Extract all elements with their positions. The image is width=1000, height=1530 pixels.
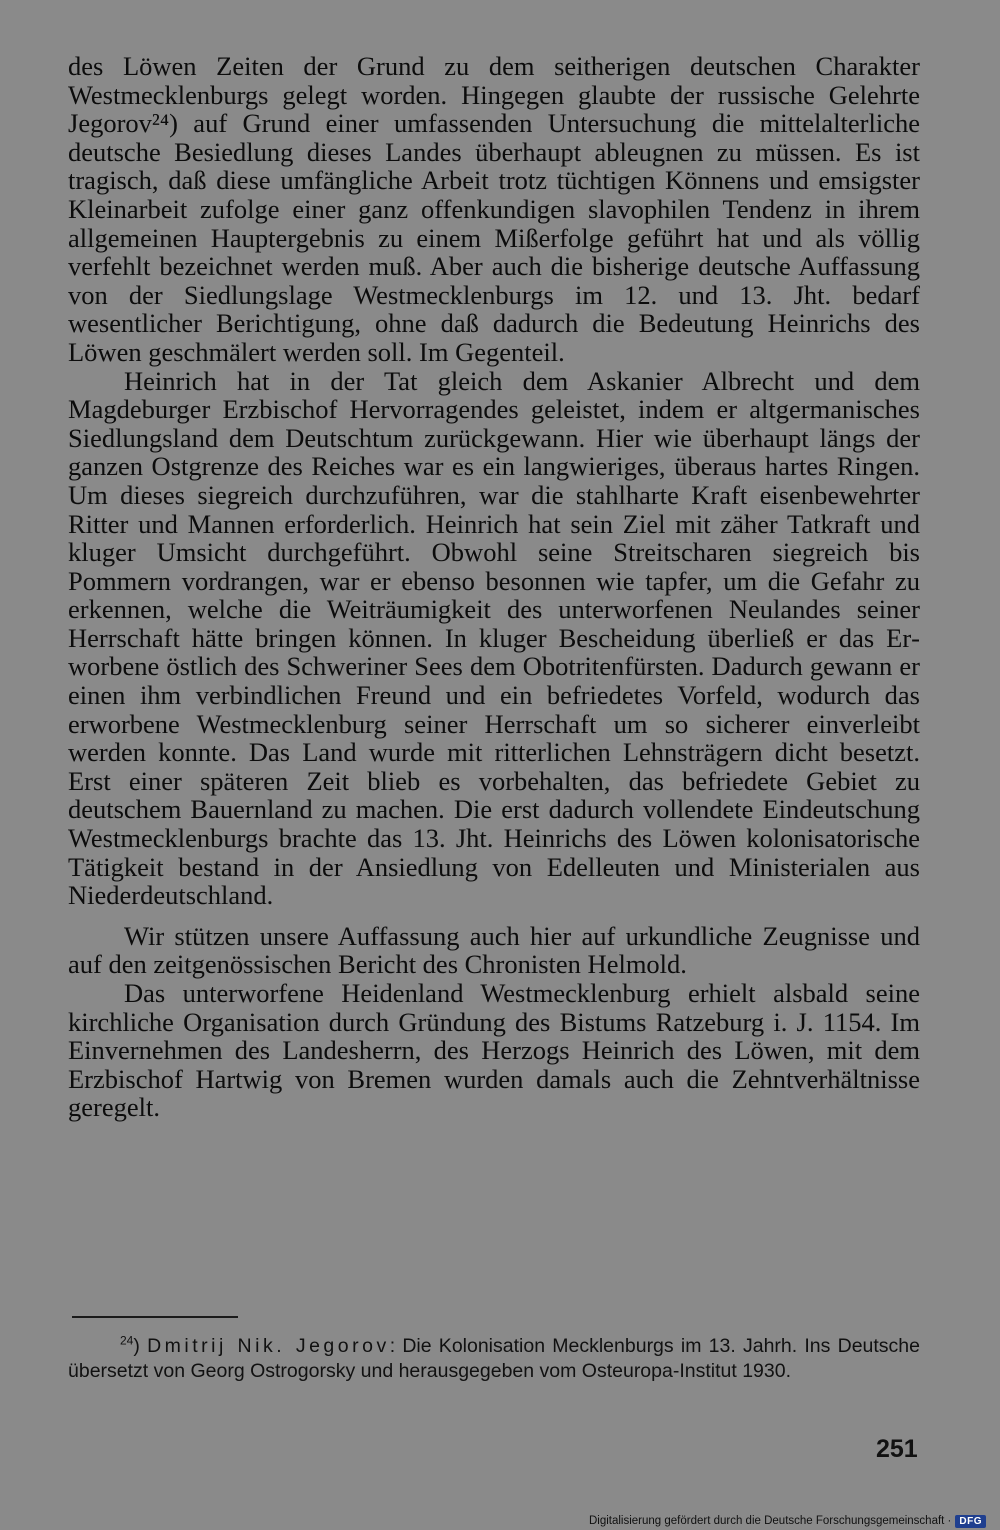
footnote-text: : Die Kolonisation Mecklenburgs im 13. Jahrh. Ins Deutsche übersetzt von Georg Ostrogorsky und herausgegeben vom Osteuropa-Institut 1930. xyxy=(68,1335,920,1382)
main-text xyxy=(68,52,920,1122)
digitization-credit xyxy=(589,1512,986,1530)
dfg-logo: DFG xyxy=(955,1515,986,1528)
footnote-separator xyxy=(72,1316,238,1318)
footnote-author: Dmitrij Nik. Jegorov xyxy=(147,1335,390,1357)
paragraph-1: des Löwen Zeiten der Grund zu dem seitherigen deutschen Charakter Westmecklenburgs gelegt worden. Hingegen glaubte der russische Gelehrte Jegorov²⁴) auf Grund einer umfassenden Untersuchung die mittelalterliche deutsche Besiedlung dieses Landes überhaupt ableugnen zu müssen. Es ist tragisch, daß diese umfängliche Arbeit trotz tüchtigen Könnens und emsigster Kleinarbeit zufolge einer ganz offenkundigen slavophilen Tendenz in ihrem allgemeinen Hauptergebnis zu einem Mißerfolge geführt hat und als völlig verfehlt bezeichnet werden muß. Aber auch die bisherige deutsche Auffassung von der Siedlungslage Westmecklenburgs im 12. und 13. Jht. bedarf wesentlicher Berichtigung, ohne daß dadurch die Bedeutung Heinrichs des Löwen geschmälert werden soll. Im Gegenteil. xyxy=(68,51,920,367)
footnote-marker: 24 xyxy=(120,1333,134,1348)
page-number: 251 xyxy=(876,1435,918,1463)
paragraph-4: Das unterworfene Heidenland Westmecklenburg erhielt alsbald seine kirchliche Organisation durch Gründung des Bistums Ratzeburg i. J. 1154. Im Einvernehmen des Landesherrn, des Herzogs Heinrich des Löwen, mit dem Erzbischof Hartwig von Bremen wurden damals auch die Zehntverhältnisse geregelt. xyxy=(68,978,920,1123)
credit-text: Digitalisierung gefördert durch die Deutsche Forschungsgemeinschaft · xyxy=(588,1515,952,1527)
paragraph-3: Wir stützen unsere Auffassung auch hier auf urkundliche Zeugnisse und auf den zeitgenössischen Bericht des Chronisten Helmold. xyxy=(68,920,920,980)
footnote: $^{24}$) Dmitrij Nik. Jegorov: Die Kolonisation Mecklenburgs im 13. Jahrh. Ins Deutsche übersetzt von Georg Ostrogorsky und herausgegeben vom Osteuropa-Institut 1930. xyxy=(68,1333,920,1382)
paragraph-2: Heinrich hat in der Tat gleich dem Askanier Albrecht und dem Magdeburger Erzbischof Hervorragendes geleistet, indem er altgermanisches Siedlungsland dem Deutschtum zurückgewann. Hier wie überhaupt längs der ganzen Ostgrenze des Reiches war es ein langwieriges, überaus hartes Ringen. Um dieses siegreich durchzuführen, war die stahlharte Kraft eisenbewehrter Ritter und Mannen erforderlich. Heinrich hat sein Ziel mit zäher Tatkraft und kluger Umsicht durchgeführt. Obwohl seine Streitscharen siegreich bis Pommern vordrangen, war er ebenso besonnen wie tapfer, um die Gefahr zu erkennen, welche die Weiträumigkeit des unterworfenen Neulandes seiner Herrschaft hätte bringen können. In kluger Bescheidung überließ er das Erworbene östlich des Schweriner Sees dem Obotritenfürsten. Dadurch gewann er einen ihm verbindlichen Freund und ein befriedetes Vorfeld, wodurch das erworbene Westmecklenburg seiner Herrschaft um so sicherer einverleibt werden konnte. Das Land wurde mit ritterlichen Lehnsträgern dicht besetzt. Erst einer späteren Zeit blieb es vorbehalten, das befriedete Gebiet zu deutschem Bauernland zu machen. Die erst dadurch vollendete Eindeutschung Westmecklenburgs brachte das 13. Jht. Heinrichs des Löwen kolonisatorische Tätigkeit bestand in der Ansiedlung von Edelleuten und Ministerialen aus Niederdeutschland. xyxy=(68,365,920,911)
